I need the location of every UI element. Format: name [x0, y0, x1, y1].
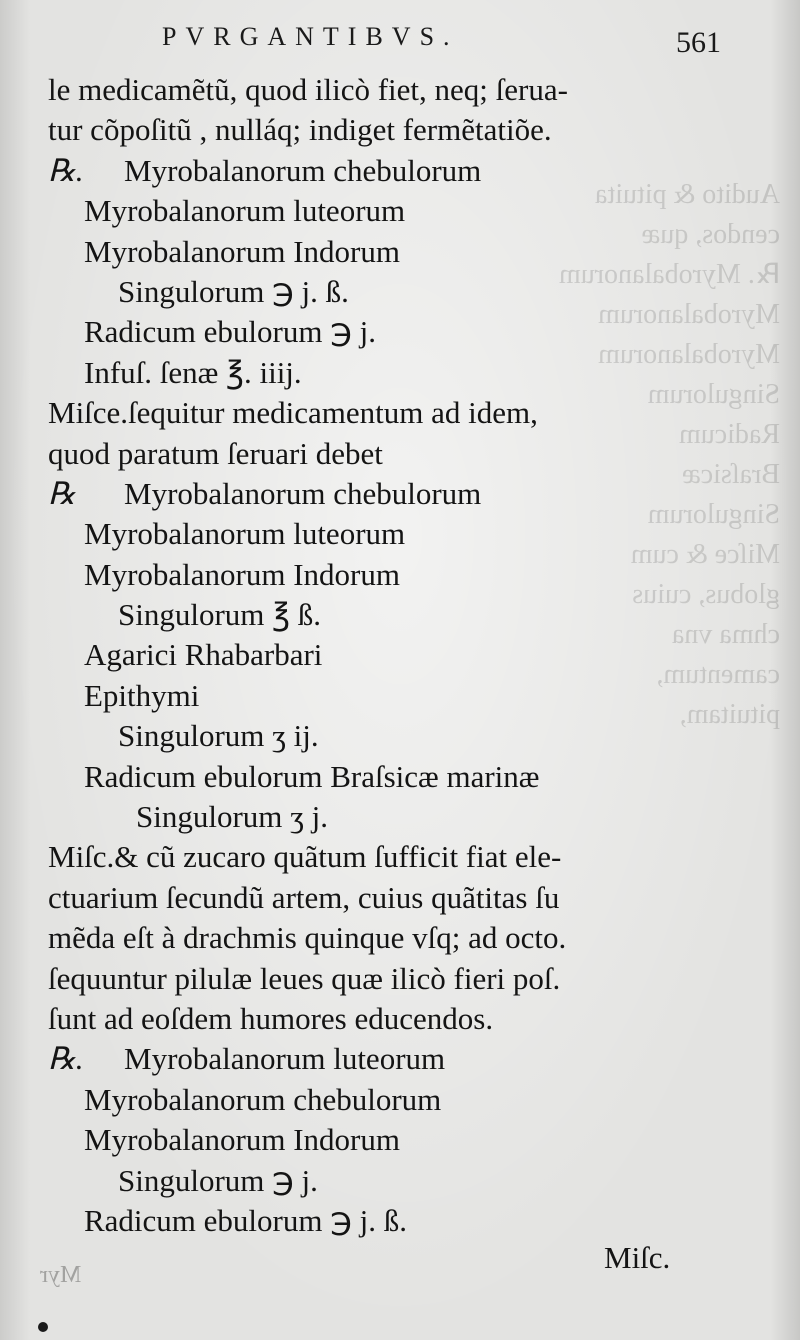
text-line	[0, 797, 800, 837]
line-text: Myrobalanorum chebulorum	[124, 152, 482, 188]
running-title: PVRGANTIBVS.	[162, 22, 459, 51]
line-text: Myrobalanorum Indorum	[84, 233, 400, 269]
catchword: Miſc.	[604, 1240, 671, 1275]
text-line	[0, 757, 800, 797]
bleed-through-catchword: Myr	[40, 1262, 82, 1288]
line-text: Singulorum ʒ j.	[136, 799, 329, 835]
line-text: Radicum ebulorum Braſsicæ marinæ	[84, 758, 540, 794]
text-line	[0, 555, 800, 595]
line-text: mẽda eſt à drachmis quinque vſq; ad octo.	[48, 920, 567, 956]
text-line	[0, 151, 800, 191]
line-text: Radicum ebulorum ℈ j.	[84, 314, 376, 350]
text-line	[0, 918, 800, 958]
line-text: Miſc.& cũ zucaro quãtum ſufficit fiat ele-	[48, 839, 562, 875]
recipe-symbol: ℞.	[48, 1041, 84, 1077]
text-line	[0, 474, 800, 514]
recipe-symbol: ℞.	[48, 152, 84, 188]
text-line	[0, 595, 800, 635]
line-text: Singulorum ℈ j. ß.	[118, 273, 349, 309]
line-text: Myrobalanorum luteorum	[84, 516, 406, 552]
line-text: Myrobalanorum luteorum	[124, 1041, 446, 1077]
text-line	[0, 70, 800, 110]
text-line	[0, 110, 800, 150]
text-line	[0, 959, 800, 999]
line-text: Miſce.ſequitur medicamentum ad idem,	[48, 395, 538, 431]
text-line	[0, 1161, 800, 1201]
recipe-symbol: ℞	[48, 475, 76, 511]
text-line	[0, 191, 800, 231]
line-text: Agarici Rhabarbari	[84, 637, 323, 673]
line-text: tur cõpoſitũ , nulláq; indiget fermẽtatiõe.	[48, 112, 552, 148]
line-text: Radicum ebulorum ℈ j. ß.	[84, 1202, 407, 1238]
line-text: ſequuntur pilulæ leues quæ ilicò fieri poſ.	[48, 960, 561, 996]
text-line	[0, 353, 800, 393]
line-text: Myrobalanorum luteorum	[84, 193, 406, 229]
text-line	[0, 272, 800, 312]
text-line	[0, 837, 800, 877]
line-text: le medicamẽtũ, quod ilicò fiet, neq; ſerua-	[48, 72, 568, 107]
text-line	[0, 1120, 800, 1160]
text-line	[0, 312, 800, 352]
line-text: Myrobalanorum chebulorum	[84, 1081, 442, 1117]
text-line	[0, 1201, 800, 1241]
text-line	[0, 999, 800, 1039]
line-text: Epithymi	[84, 677, 200, 713]
line-text: ctuarium ſecundũ artem, cuius quãtitas ſu	[48, 879, 560, 915]
text-line	[0, 1080, 800, 1120]
line-text: ſunt ad eoſdem humores educendos.	[48, 1000, 494, 1036]
line-text: Infuſ. ſenæ ℥. iiij.	[84, 354, 302, 390]
ink-speck	[38, 1322, 48, 1332]
line-text: Myrobalanorum Indorum	[84, 1122, 400, 1158]
text-line	[0, 434, 800, 474]
line-text: Singulorum ʒ ij.	[118, 718, 319, 754]
text-body	[0, 70, 800, 1241]
text-line	[0, 878, 800, 918]
text-line	[0, 716, 800, 756]
line-text: Myrobalanorum Indorum	[84, 556, 400, 592]
line-text: Singulorum ℥ ß.	[118, 597, 322, 633]
text-line	[0, 676, 800, 716]
text-line	[0, 232, 800, 272]
text-line	[0, 393, 800, 433]
bleed-through-decoration: Audito & pituita cendos, quæ ℞. Myrobalanorum Myrobalanorum Myrobalanorum Singulorum Radicum Braſsicæ Singulorum Miſce & cum globus, cuius chma vna camentum, pituitam,	[558, 179, 780, 730]
line-text: quod paratum ſeruari debet	[48, 435, 383, 471]
text-line	[0, 1039, 800, 1079]
page-number: 561	[676, 26, 721, 59]
line-text: Singulorum ℈ j.	[118, 1162, 318, 1198]
text-line	[0, 635, 800, 675]
line-text: Myrobalanorum chebulorum	[124, 475, 482, 511]
text-line	[0, 514, 800, 554]
